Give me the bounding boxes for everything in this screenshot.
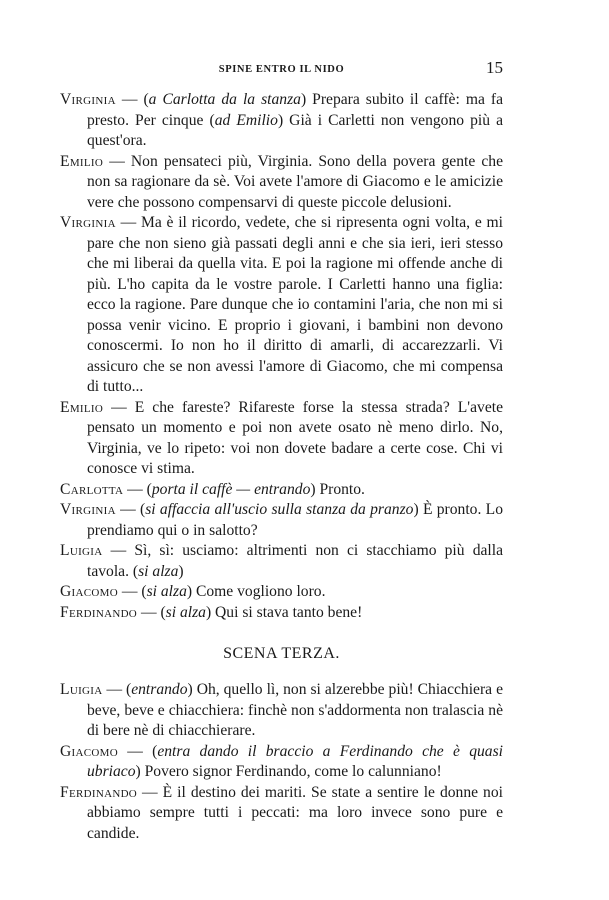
dialogue-text: ) Qui si stava tanto bene! xyxy=(205,603,363,621)
speaker-name: Luigia xyxy=(60,681,103,698)
speech xyxy=(60,742,503,783)
dialogue-text: ) Oh, quello lì, non si alzerebbe più! Chiacchiera e beve, beve e chiacchiera: finchè non s'addormenta non tralascia nè di bere nè di chiacchierare. xyxy=(87,681,503,739)
dialogue-text: — ( xyxy=(102,681,132,698)
dialogue-text: ) Prepara subito il caffè: ma fa presto. Per cinque ( xyxy=(87,91,503,129)
page-number: 15 xyxy=(486,58,503,77)
speaker-name: Emilio xyxy=(60,398,104,416)
speaker-name: Ferdinando xyxy=(60,783,138,801)
dialogue-text: ) xyxy=(178,562,184,580)
speaker-name: Carlotta xyxy=(60,480,124,498)
dialogue-text: ) Pronto. xyxy=(310,480,365,498)
speaker-name: Emilio xyxy=(60,152,104,170)
dialogue-text: — E che fareste? Rifareste forse la stessa strada? L'avete pensato un momento e poi non avete osato nè meno dirlo. No, Virginia, ve lo ripeto: voi non dovete badare a certe cose. Chi vi conosce vi stima. xyxy=(87,398,503,477)
speech xyxy=(60,90,503,152)
dialogue-text: — Ma è il ricordo, vedete, che si ripresenta ogni volta, e mi pare che non sieno già passati degli anni e che sia ieri, ieri stesso che mi liberai da quella vita. E poi la ragione mi offende anche di più. L'ho capita da le vostre parole. I Carletti hanno una figlia: ecco la ragione. Pare dunque che io contamini l'aria, che non mi si possa venir vicino. E proprio i giovani, i bambini non devono conoscermi. Io non ho il diritto di amarli, di accarezzarli. Vi assicuro che se non avessi l'amore di Giacomo, che mi compensa di tutto... xyxy=(87,214,503,395)
speaker-name: Virginia xyxy=(60,501,116,518)
speech xyxy=(60,480,503,501)
stage-direction: si alza xyxy=(138,562,179,580)
dialogue-text: ) Come vogliono loro. xyxy=(186,583,326,600)
speech xyxy=(60,680,503,742)
scene-title: SCENA TERZA. xyxy=(223,645,340,662)
speaker-name: Giacomo xyxy=(60,583,118,600)
speech xyxy=(60,152,503,214)
dialogue-text: — ( xyxy=(117,583,147,600)
dialogue-part-1 xyxy=(60,90,503,623)
stage-direction: entrando xyxy=(131,681,188,698)
speaker-name: Virginia xyxy=(60,214,116,231)
stage-direction: ad Emilio xyxy=(214,111,278,129)
speech xyxy=(60,582,503,603)
dialogue-text: — Sì, sì: usciamo: altrimenti non ci stacchiamo più dalla tavola. ( xyxy=(87,542,503,580)
speaker-name: Giacomo xyxy=(60,742,118,760)
dialogue-text: ) È pronto. Lo prendiamo qui o in salotto? xyxy=(87,501,503,539)
stage-direction: si affaccia all'uscio sulla stanza da pranzo xyxy=(145,501,414,518)
page-header xyxy=(60,58,503,80)
dialogue-text: — ( xyxy=(123,480,152,498)
stage-direction: porta il caffè — entrando xyxy=(151,480,311,498)
dialogue-text: — ( xyxy=(115,91,149,108)
speaker-name: Virginia xyxy=(60,91,116,108)
dialogue-text: — ( xyxy=(137,603,166,621)
dialogue-text: ) Povero signor Ferdinando, come lo calunniano! xyxy=(135,763,442,780)
stage-direction: si alza xyxy=(146,583,187,600)
speech xyxy=(60,500,503,541)
stage-direction: a Carlotta da la stanza xyxy=(148,91,301,108)
dialogue-text: ) Già i Carletti non vengono più a quest'ora. xyxy=(87,111,504,149)
speech xyxy=(60,783,503,845)
running-title: SPINE ENTRO IL NIDO xyxy=(218,64,345,75)
speech xyxy=(60,398,503,480)
speech xyxy=(60,603,503,624)
dialogue-text: — ( xyxy=(117,742,158,760)
stage-direction: si alza xyxy=(165,603,206,621)
stage-direction: entra dando il braccio a Ferdinando che è quasi ubriaco xyxy=(87,742,503,780)
speech xyxy=(60,541,503,582)
dialogue-part-2 xyxy=(60,680,503,844)
speech xyxy=(60,213,503,398)
dialogue-text: — È il destino dei mariti. Se state a sentire le donne noi abbiamo sempre tutti i peccati: ma loro invece sono pure e candide. xyxy=(87,783,503,842)
speaker-name: Ferdinando xyxy=(60,603,138,621)
dialogue-text: — Non pensateci più, Virginia. Sono della povera gente che non sa ragionare da sè. Voi avete l'amore di Giacomo e le amicizie vere che possono compensarvi di queste piccole delusioni. xyxy=(87,152,503,211)
dialogue-text: — ( xyxy=(115,501,146,518)
speaker-name: Luigia xyxy=(60,542,103,559)
